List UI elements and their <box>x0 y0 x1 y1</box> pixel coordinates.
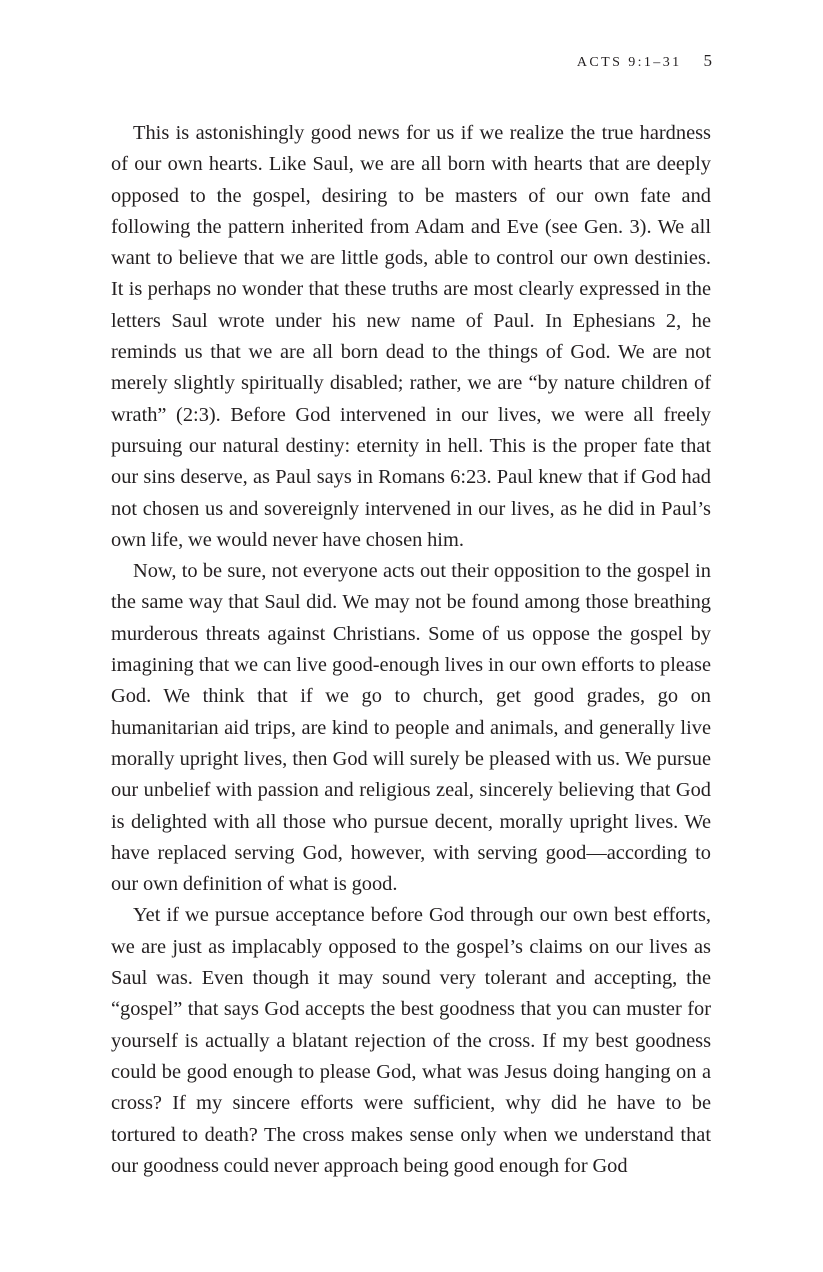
running-head <box>577 50 712 74</box>
body-text <box>111 118 711 1182</box>
paragraph: This is astonishingly good news for us if we realize the true hardness of our own hearts. Like Saul, we are all born with hearts that are deeply opposed to the gospel, desiring to be masters of our own fate and following the pattern inherited from Adam and Eve (see Gen. 3). We all want to believe that we are little gods, able to control our own destinies. It is perhaps no wonder that these truths are most clearly expressed in the letters Saul wrote under his new name of Paul. In Ephesians 2, he reminds us that we are all born dead to the things of God. We are not merely slightly spiritually disabled; rather, we are “by nature children of wrath” (2:3). Before God intervened in our lives, we were all freely pursuing our natural destiny: eternity in hell. This is the proper fate that our sins deserve, as Paul says in Romans 6:23. Paul knew that if God had not chosen us and sovereignly intervened in our lives, as he did in Paul’s own life, we would never have chosen him. <box>111 122 711 551</box>
page-number: 5 <box>703 51 712 70</box>
chapter-reference: ACTS 9:1–31 <box>576 55 682 70</box>
paragraph: Yet if we pursue acceptance before God through our own best efforts, we are just as implacably opposed to the gospel’s claims on our lives as Saul was. Even though it may sound very tolerant and accepting, the “gospel” that says God accepts the best goodness that you can muster for yourself is actually a blatant rejection of the cross. If my best goodness could be good enough to please God, what was Jesus doing hanging on a cross? If my sincere efforts were sufficient, why did he have to be tortured to death? The cross makes sense only when we understand that our goodness could never approach being good enough for God <box>111 904 711 1177</box>
paragraph: Now, to be sure, not everyone acts out their opposition to the gospel in the same way that Saul did. We may not be found among those breathing murderous threats against Christians. Some of us oppose the gospel by imagining that we can live good-enough lives in our own efforts to please God. We think that if we go to church, get good grades, go on humanitarian aid trips, are kind to people and animals, and generally live morally upright lives, then God will surely be pleased with us. We pursue our unbelief with passion and religious zeal, sincerely believing that God is delighted with all those who pursue decent, morally upright lives. We have replaced serving God, however, with serving good—according to our own definition of what is good. <box>111 560 711 896</box>
